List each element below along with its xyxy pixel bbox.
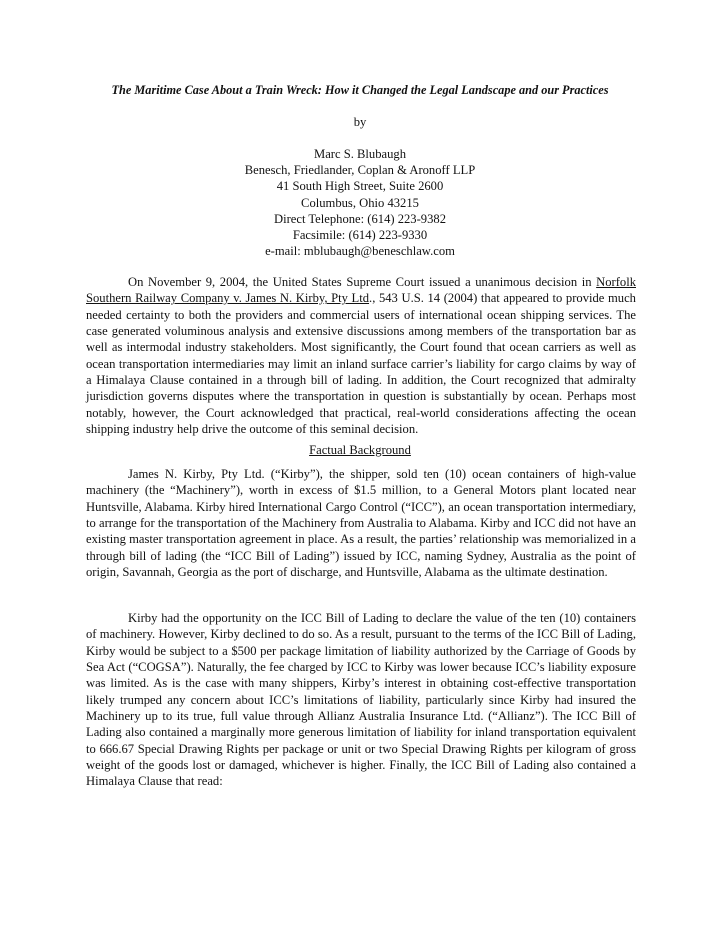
author-block <box>80 146 640 259</box>
paragraph-text: Kirby had the opportunity on the ICC Bill of Lading to declare the value of the ten (10) containers of machinery. However, Kirby declined to do so. As a result, pursuant to the terms of the ICC Bill of Lading, Kirby would be subject to a $500 per package limitation of liability authorized by the Carriage of Goods by Sea Act (“COGSA”). Naturally, the fee charged by ICC to Kirby was lower because ICC’s liability exposure was limited. As is the case with many shippers, Kirby’s interest in obtaining cost-effective transportation likely trumped any concern about ICC’s limitations of liability, particularly since Kirby had insured the Machinery up to its true, full value through Allianz Australia Insurance Ltd. (“Allianz”). The ICC Bill of Lading also contained a marginally more generous limitation of liability for inland transportation equivalent to 666.67 Special Drawing Rights per package or unit or two Special Drawing Rights per kilogram of gross weight of the goods lost or damaged, whichever is higher. Finally, the ICC Bill of Lading also contained a Himalaya Clause that read: <box>86 611 636 789</box>
author-city: Columbus, Ohio 43215 <box>301 195 419 210</box>
byline: by <box>353 115 367 129</box>
author-email: e-mail: mblubaugh@beneschlaw.com <box>265 244 455 259</box>
paragraph-factual-1 <box>86 466 636 580</box>
author-facsimile: Facsimile: (614) 223-9330 <box>292 227 428 242</box>
document-title: The Maritime Case About a Train Wreck: How it Changed the Legal Landscape and our Practices <box>111 83 609 97</box>
author-firm: Benesch, Friedlander, Coplan & Aronoff LLP <box>244 163 476 178</box>
section-heading: Factual Background <box>309 443 411 457</box>
paragraph-factual-2 <box>86 610 636 790</box>
intro-paragraph <box>86 274 636 437</box>
author-street: 41 South High Street, Suite 2600 <box>276 179 444 194</box>
intro-text-before: On November 9, 2004, the United States Supreme Court issued a unanimous decision in <box>128 275 597 289</box>
paragraph-text: James N. Kirby, Pty Ltd. (“Kirby”), the shipper, sold ten (10) ocean containers of high-value machinery (the “Machinery”), worth in excess of $1.5 million, to a General Motors plant located near Huntsville, Alabama. Kirby hired International Cargo Control (“ICC”), an ocean transportation intermediary, to arrange for the transportation of the Machinery from Australia to Alabama. Kirby and ICC did not have an existing master transportation agreement in place. As a result, the parties’ relationship was memorialized in a through bill of lading (the “ICC Bill of Lading”) issued by ICC, naming Sydney, Australia as the point of origin, Savannah, Georgia as the port of discharge, and Huntsville, Alabama as the ultimate destination. <box>86 467 636 580</box>
author-name: Marc S. Blubaugh <box>314 147 406 161</box>
intro-text-after: ., 543 U.S. 14 (2004) that appeared to provide much needed certainty to both the providers and commercial users of international ocean shipping services. The case generated voluminous analysis and extensive discussions among members of the transportation bar as well as intermodal industry stakeholders. Most significantly, the Court found that ocean carriers as well as ocean transportation intermediaries may limit an inland surface carrier’s liability for cargo claims by way of a Himalaya Clause contained in a through bill of lading. In addition, the Court recognized that admiralty jurisdiction governs disputes where the transportation in question is substantially by ocean. Perhaps most notably, however, the Court acknowledged that practical, real-world considerations affecting the ocean shipping industry help drive the outcome of this seminal decision. <box>86 291 636 437</box>
case-citation: Norfolk Southern Railway Company v. James N. Kirby, Pty Ltd <box>86 275 636 306</box>
author-telephone: Direct Telephone: (614) 223-9382 <box>273 211 446 226</box>
